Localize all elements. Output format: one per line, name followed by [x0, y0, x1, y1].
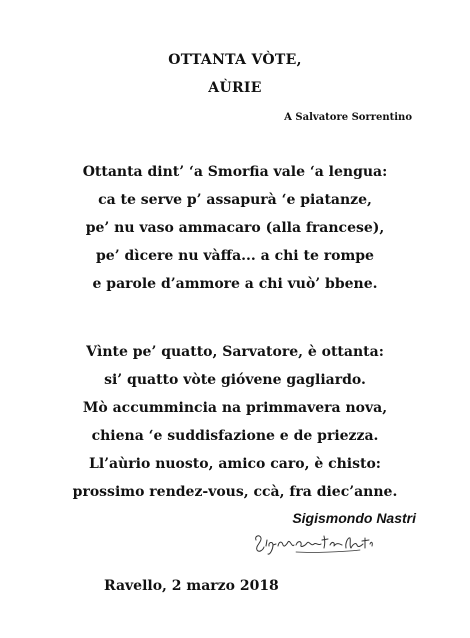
verse-line: Ll’aùrio nuosto, amico caro, è chisto:	[89, 456, 381, 472]
verse-line: Ottanta dint’ ‘a Smorfia vale ‘a lengua:	[82, 164, 388, 180]
poem-title-line-2: AÙRIE	[208, 80, 262, 96]
verse-line: Vìnte pe’ quatto, Sarvatore, è ottanta:	[86, 344, 384, 360]
verse-line: pe’ dìcere nu vàffa... a chi te rompe	[96, 248, 374, 264]
verse-line: prossimo rendez-vous, ccà, fra diec’anne.	[72, 484, 398, 500]
verse-line: chiena ‘e suddisfazione e de priezza.	[91, 428, 379, 444]
verse-line: pe’ nu vaso ammacaro (alla francese),	[85, 220, 385, 236]
stanza-1	[0, 158, 470, 298]
author-name: Sigismondo Nastri	[292, 510, 416, 526]
verse-line: e parole d’ammore a chi vuò’ bbene.	[92, 276, 378, 292]
verse-line: si’ quatto vòte gióvene gagliardo.	[104, 372, 366, 388]
handwritten-signature	[252, 526, 376, 558]
verse-line: Mò accummincia na primmavera nova,	[82, 400, 388, 416]
dedication: A Salvatore Sorrentino	[284, 112, 412, 123]
stanza-2	[0, 338, 470, 506]
poem-title-line-1: OTTANTA VÒTE,	[168, 52, 302, 68]
place-and-date: Ravello, 2 marzo 2018	[104, 578, 279, 594]
verse-line: ca te serve p’ assapurà ‘e piatanze,	[98, 192, 372, 208]
